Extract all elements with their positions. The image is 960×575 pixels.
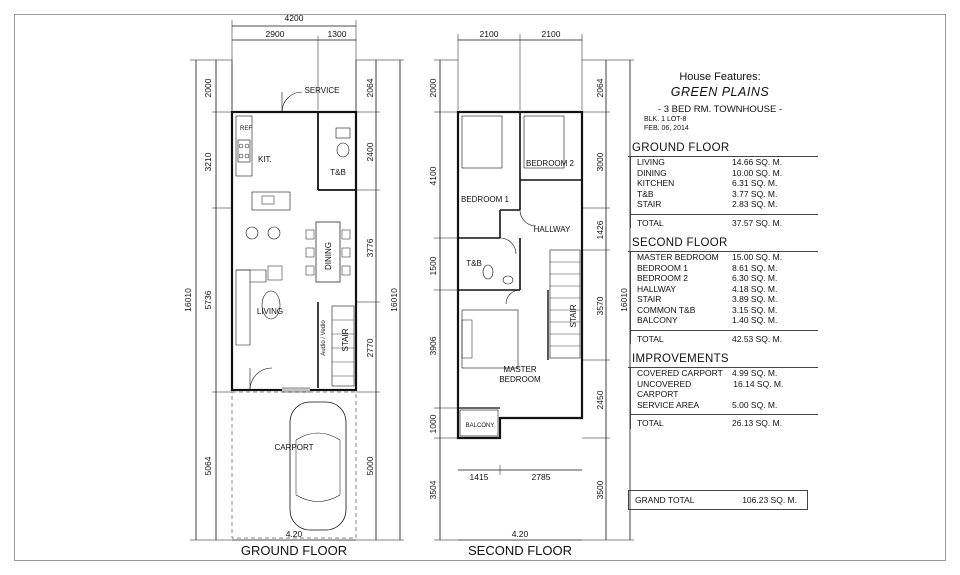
- gf-room-dining: DINING: [324, 242, 333, 270]
- sf-room-stair: STAIR: [569, 304, 578, 328]
- gf-label-audio-video: Audio / Vedio: [321, 320, 327, 356]
- area-value: 3.77 SQ. M.: [732, 188, 778, 199]
- total-value: 26.13 SQ. M.: [732, 418, 783, 428]
- sf-dim-right-2064: 2064: [595, 78, 605, 98]
- gf-room-service: SERVICE: [304, 86, 340, 95]
- gf-room-carport: CARPORT: [274, 443, 314, 452]
- sf-dim-right-total: 16010: [619, 288, 629, 312]
- sf-dim-left-4100: 4100: [428, 166, 438, 186]
- area-value: 6.31 SQ. M.: [732, 178, 778, 188]
- area-row: [631, 252, 818, 263]
- sf-room-balcony: BALCONY: [465, 423, 495, 429]
- gf-room-ref: REF: [240, 126, 252, 132]
- area-row: [631, 400, 818, 411]
- area-value: 15.00 SQ. M.: [732, 252, 783, 262]
- area-label: MASTER BEDROOM: [637, 252, 719, 262]
- area-value: 3.15 SQ. M.: [732, 304, 778, 315]
- ground-floor-section-title: GROUND FLOOR: [628, 143, 818, 157]
- area-label: BEDROOM 2: [637, 273, 689, 283]
- ground-floor-title: GROUND FLOOR: [240, 543, 348, 558]
- area-row: [631, 315, 818, 326]
- gf-room-tb: T&B: [330, 168, 346, 177]
- grand-total-value: 106.23 SQ. M.: [742, 495, 797, 505]
- sf-dim-right-3500: 3500: [595, 480, 605, 500]
- area-label: HALLWAY: [637, 283, 677, 294]
- gf-room-stair: STAIR: [341, 328, 350, 352]
- improvements-area-list: [630, 368, 818, 429]
- area-value: 1.40 SQ. M.: [732, 315, 778, 325]
- second-floor-total-row: [631, 330, 818, 345]
- second-floor-plan: [434, 34, 634, 540]
- sf-dim-2785: 2785: [531, 472, 551, 482]
- ground-floor-area-list: [630, 157, 818, 228]
- gf-dim-2900: 2900: [265, 29, 285, 39]
- sf-room-bedroom1: BEDROOM 1: [460, 195, 510, 204]
- area-label: COVERED CARPORT: [637, 368, 723, 378]
- sf-dim-left-2000: 2000: [428, 78, 438, 98]
- area-row: [631, 168, 818, 179]
- area-row: [631, 305, 818, 316]
- area-value: 4.18 SQ. M.: [732, 283, 778, 294]
- sf-room-master-line1: MASTER: [503, 365, 537, 374]
- gf-dim-right-5000: 5000: [365, 456, 375, 476]
- total-label: TOTAL: [637, 217, 664, 228]
- sf-dim-left-3504: 3504: [428, 480, 438, 500]
- area-label: LIVING: [637, 157, 665, 167]
- gf-dim-total-width: 4200: [284, 13, 304, 23]
- improvements-section-title: IMPROVEMENTS: [628, 354, 818, 368]
- gf-dim-left-3210: 3210: [203, 152, 213, 172]
- area-row: [631, 273, 818, 284]
- area-row: [631, 199, 818, 210]
- gf-dim-bottom: 4.20: [285, 529, 303, 539]
- house-features-panel: [628, 72, 818, 429]
- grand-total-label: GRAND TOTAL: [635, 495, 695, 505]
- area-value: 2.83 SQ. M.: [732, 199, 778, 209]
- sf-room-tb: T&B: [466, 259, 482, 268]
- area-label: T&B: [637, 188, 654, 199]
- second-floor-title: SECOND FLOOR: [467, 543, 573, 558]
- project-subtitle: - 3 BED RM. TOWNHOUSE -: [657, 104, 783, 115]
- sf-room-hallway: HALLWAY: [533, 225, 571, 234]
- sf-dim-2100-left: 2100: [479, 29, 499, 39]
- gf-dim-left-2000: 2000: [203, 78, 213, 98]
- total-value: 37.57 SQ. M.: [732, 217, 783, 228]
- project-name: GREEN PLAINS: [670, 85, 770, 99]
- gf-dim-right-2770: 2770: [365, 338, 375, 358]
- sf-room-bedroom2: BEDROOM 2: [525, 159, 575, 168]
- sf-dim-right-1426: 1426: [595, 220, 605, 240]
- area-value: 6.30 SQ. M.: [732, 273, 778, 283]
- area-row: [631, 294, 818, 305]
- total-label: TOTAL: [637, 333, 664, 344]
- sf-dim-bottom: 4.20: [511, 529, 529, 539]
- gf-dim-left-5064: 5064: [203, 456, 213, 476]
- total-value: 42.53 SQ. M.: [732, 333, 783, 344]
- lot-number: BLK. 1 LOT-8: [644, 116, 687, 123]
- area-label: STAIR: [637, 294, 662, 304]
- area-value: 8.61 SQ. M.: [732, 262, 778, 273]
- gf-dim-right-2400: 2400: [365, 142, 375, 162]
- gf-dim-1300: 1300: [327, 29, 347, 39]
- area-label: KITCHEN: [637, 178, 675, 188]
- area-row: [631, 189, 818, 200]
- area-value: 10.00 SQ. M.: [732, 167, 783, 178]
- second-floor-area-list: [630, 252, 818, 344]
- area-row: [631, 178, 818, 189]
- gf-dim-right-3776: 3776: [365, 238, 375, 258]
- gf-dim-left-total: 16010: [183, 288, 193, 312]
- area-value: 14.66 SQ. M.: [732, 157, 783, 167]
- improvements-total-row: [631, 414, 818, 429]
- area-label: COMMON T&B: [637, 304, 696, 315]
- sf-dim-left-1500: 1500: [428, 256, 438, 276]
- area-row: [631, 368, 818, 379]
- total-label: TOTAL: [637, 418, 664, 428]
- ground-floor-total-row: [631, 214, 818, 229]
- plan-date: FEB. 06, 2014: [644, 125, 689, 132]
- sf-dim-left-3906: 3906: [428, 336, 438, 356]
- grand-total-box: [628, 490, 808, 510]
- second-floor-section-title: SECOND FLOOR: [628, 238, 818, 252]
- area-label: SERVICE AREA: [637, 399, 700, 410]
- area-label: UNCOVERED CARPORT: [637, 378, 692, 399]
- area-row: [631, 284, 818, 295]
- area-row: [631, 157, 818, 168]
- area-row: [631, 263, 818, 274]
- area-value: 3.89 SQ. M.: [732, 294, 778, 304]
- sf-dim-left-1000: 1000: [428, 414, 438, 434]
- area-label: STAIR: [637, 199, 662, 209]
- sf-dim-1415: 1415: [469, 472, 489, 482]
- area-label: BALCONY: [637, 315, 678, 325]
- gf-dim-right-2064: 2064: [365, 78, 375, 98]
- sf-room-master-line2: BEDROOM: [499, 375, 541, 384]
- sf-dim-right-3000: 3000: [595, 152, 605, 172]
- gf-room-living: LIVING: [256, 307, 284, 316]
- area-value: 5.00 SQ. M.: [732, 399, 778, 410]
- features-heading: House Features:: [679, 71, 761, 83]
- sf-dim-right-2450: 2450: [595, 390, 605, 410]
- area-row: [631, 379, 818, 400]
- gf-dim-left-5736: 5736: [203, 290, 213, 310]
- area-value: 16.14 SQ. M.: [733, 378, 784, 389]
- area-label: BEDROOM 1: [637, 262, 689, 273]
- sf-dim-2100-right: 2100: [541, 29, 561, 39]
- gf-dim-right-total: 16010: [389, 288, 399, 312]
- gf-room-kitchen: KIT.: [258, 155, 272, 164]
- sf-dim-right-3570: 3570: [595, 296, 605, 316]
- area-value: 4.99 SQ. M.: [732, 368, 778, 378]
- area-label: DINING: [637, 167, 667, 178]
